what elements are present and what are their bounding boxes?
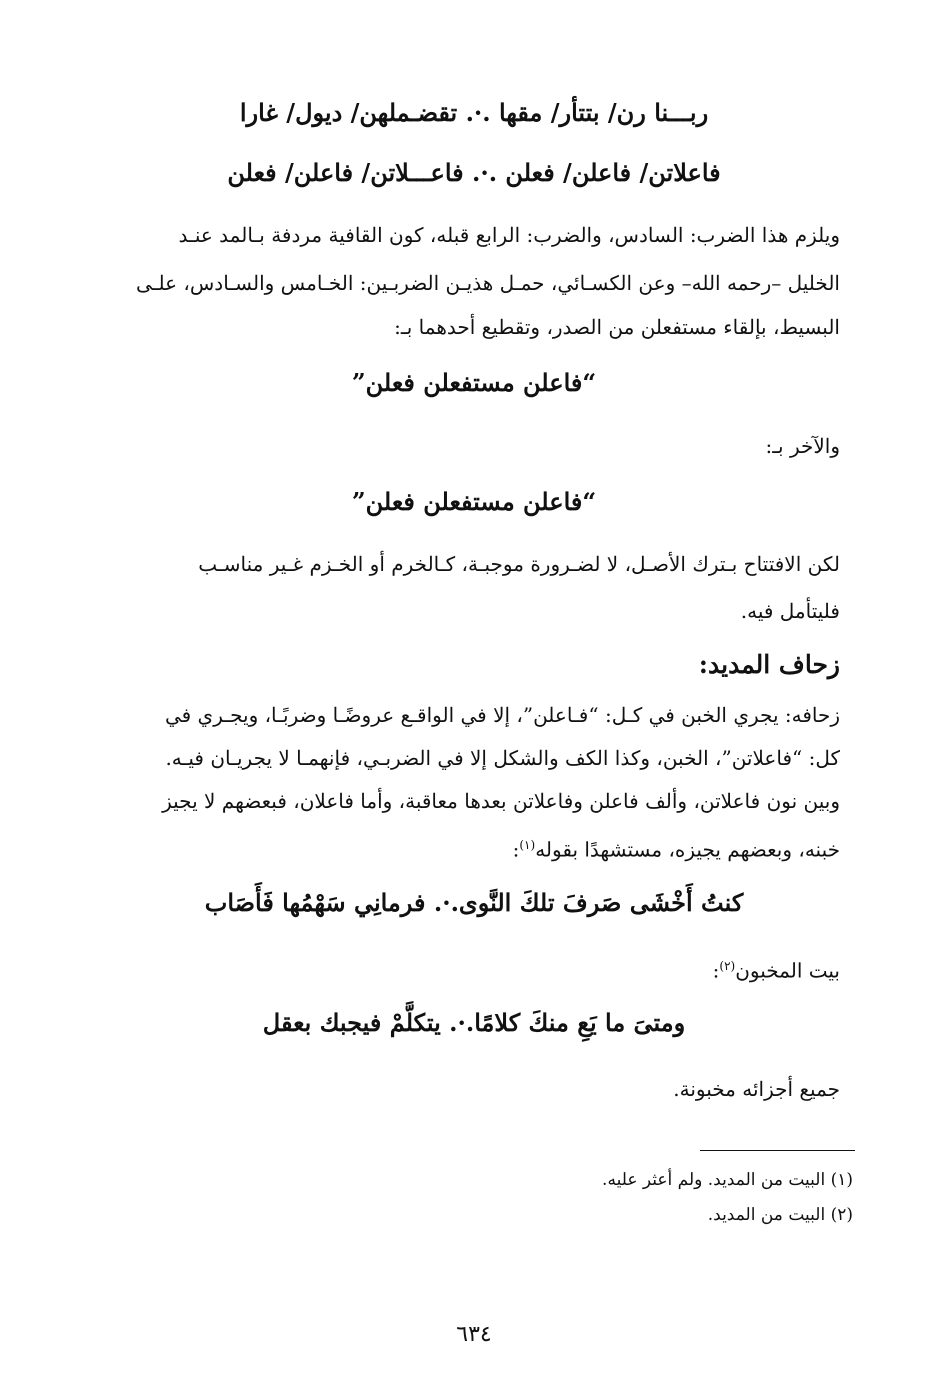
- page-number: ٦٣٤: [456, 1322, 492, 1347]
- quote-2: “فاعلن مستفعلن فعلن”: [351, 487, 597, 516]
- paragraph-3-line-4-colon: :: [512, 837, 520, 862]
- verse-2: كنتُ أَخْشَى صَرفَ تلكَ النَّوى.·. فرمانِي سَهْمُها فَأَصَاب: [204, 888, 744, 917]
- line-akhar: والآخر بـ:: [765, 434, 840, 458]
- paragraph-3-line-1: زحافه: يجري الخبن في كـل: “فـاعلن”، إلا في الواقـع عروضًـا وضربًـا، ويجـري في: [164, 703, 840, 727]
- paragraph-1-line-2: الخليل –رحمه الله– وعن الكسـائي، حمـل هذيـن الضربـين: الخـامس والسـادس، علـى: [135, 271, 840, 295]
- line-bayt-text: بيت المخبون: [735, 958, 840, 983]
- paragraph-2-line-1: لكن الافتتاح بـترك الأصـل، لا لضـرورة موجبـة، كـالخرم أو الخـزم غـير مناسـب: [198, 552, 840, 576]
- paragraph-1-line-1: ويلزم هذا الضرب: السادس، والضرب: الرابع قبله، كون القافية مردفة بـالمد عنـد: [178, 223, 840, 247]
- footnote-2: (٢) البيت من المديد.: [707, 1205, 853, 1225]
- footnote-ref-2: (٢): [719, 959, 736, 973]
- footnote-divider: [700, 1150, 855, 1151]
- paragraph-3-line-3: وبين نون فاعلاتن، وألف فاعلن وفاعلاتن بعدها معاقبة، وأما فاعلان، فبعضهم لا يجيز: [162, 789, 840, 813]
- footnote-1: (١) البيت من المديد. ولم أعثر عليه.: [602, 1170, 853, 1190]
- line-bayt-makhboun: [110, 945, 840, 993]
- paragraph-3-line-4: [110, 824, 840, 872]
- paragraph-3-line-2: كل: “فاعلاتن”، الخبن، وكذا الكف والشكل إلا في الضربـي، فإنهمـا لا يجريـان فيـه.: [165, 746, 840, 770]
- verse-1-line-1: ربـــنا رن/ بتتأر/ مقها .·. تقضـملهن/ ديول/ غارا: [239, 98, 709, 127]
- verse-3: ومتىَ ما يَعِ منكَ كلامًا.·. يتكلَّمْ فيجبك بعقل: [262, 1008, 686, 1037]
- footnote-ref-1: (١): [519, 838, 536, 852]
- line-jami: جميع أجزائه مخبونة.: [673, 1077, 840, 1101]
- paragraph-2-line-2: فليتأمل فيه.: [740, 599, 840, 623]
- line-bayt-colon: :: [712, 958, 720, 983]
- section-heading: زحاف المديد:: [698, 650, 840, 679]
- paragraph-3-line-4-text: خبنه، وبعضهم يجيزه، مستشهدًا بقوله: [535, 837, 840, 862]
- verse-1-line-2: فاعلاتن/ فاعلن/ فعلن .·. فاعـــلاتن/ فاعلن/ فعلن: [227, 158, 721, 187]
- quote-1: “فاعلن مستفعلن فعلن”: [351, 368, 597, 397]
- paragraph-1-line-3: البسيط، بإلقاء مستفعلن من الصدر، وتقطيع أحدهما بـ:: [394, 315, 840, 339]
